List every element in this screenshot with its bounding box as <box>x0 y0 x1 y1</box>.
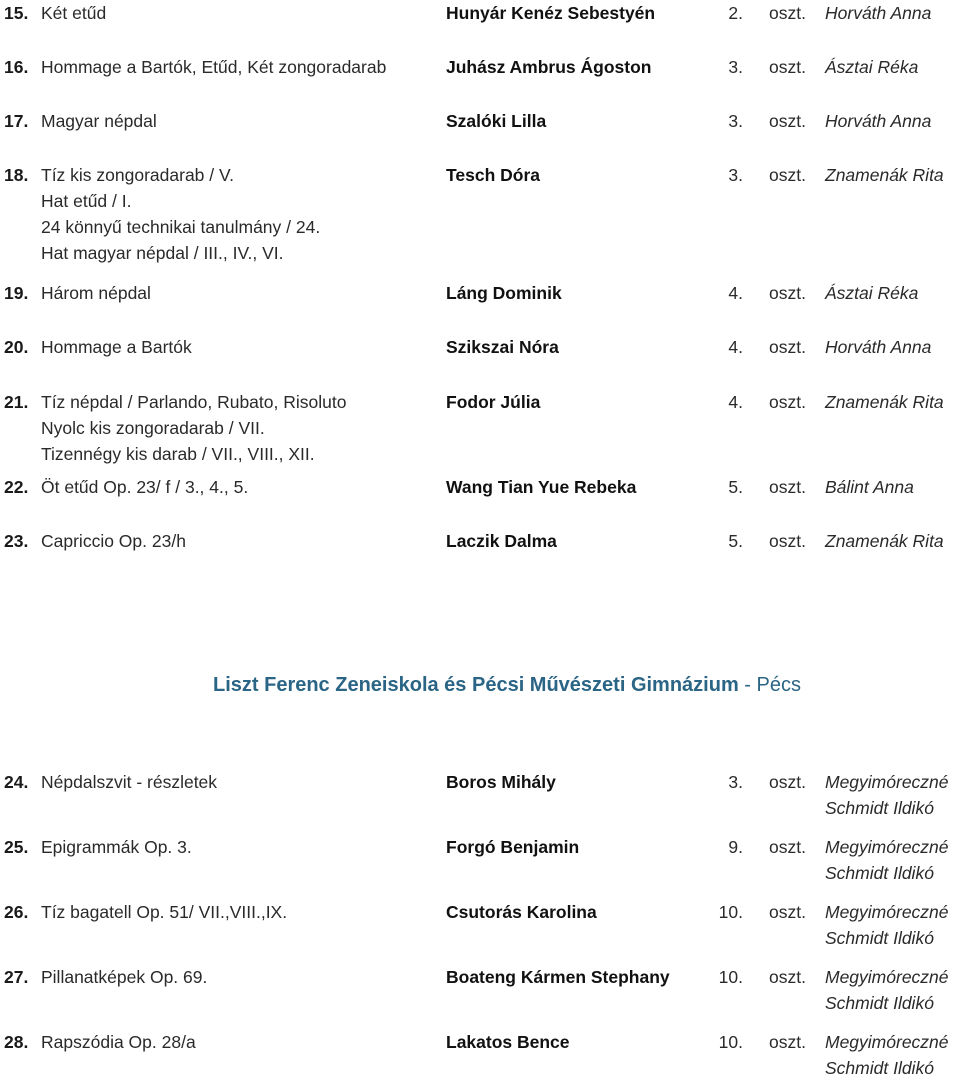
entry-number: 22. <box>4 477 29 497</box>
piece-title <box>41 1029 196 1055</box>
grade-number: 5. <box>728 477 743 497</box>
teacher-name-line: Megyimóreczné <box>825 1032 949 1052</box>
piece-title <box>41 899 287 925</box>
teacher-name-line: Horváth Anna <box>825 3 932 23</box>
piece-title-line: Pillanatképek Op. 69. <box>41 967 208 987</box>
teacher-name-line: Schmidt Ildikó <box>825 993 934 1013</box>
piece-title <box>41 162 320 266</box>
student-name: Lakatos Bence <box>446 1032 570 1052</box>
grade-label: oszt. <box>769 837 806 857</box>
grade-label: oszt. <box>769 337 806 357</box>
student-name: Csutorás Karolina <box>446 902 597 922</box>
teacher-name-line: Ásztai Réka <box>825 283 919 303</box>
teacher-name-line: Ásztai Réka <box>825 57 919 77</box>
entry-number: 26. <box>4 902 29 922</box>
teacher-name-line: Bálint Anna <box>825 477 914 497</box>
entry-number: 24. <box>4 772 29 792</box>
entry-number: 23. <box>4 531 29 551</box>
piece-title-line: Nyolc kis zongoradarab / VII. <box>41 418 265 438</box>
piece-title <box>41 108 157 134</box>
entry-number: 17. <box>4 111 29 131</box>
piece-title-line: 24 könnyű technikai tanulmány / 24. <box>41 217 321 237</box>
grade-label: oszt. <box>769 3 806 23</box>
student-name: Láng Dominik <box>446 283 562 303</box>
teacher-name-line: Schmidt Ildikó <box>825 928 934 948</box>
teacher-name <box>825 964 949 1016</box>
piece-title <box>41 528 186 554</box>
piece-title <box>41 0 106 26</box>
grade-number: 4. <box>728 337 743 357</box>
grade-label: oszt. <box>769 57 806 77</box>
entry-number: 18. <box>4 165 29 185</box>
grade-number: 3. <box>728 772 743 792</box>
teacher-name <box>825 334 931 360</box>
piece-title-line: Hommage a Bartók, Etűd, Két zongoradarab <box>41 57 387 77</box>
grade-label: oszt. <box>769 772 806 792</box>
teacher-name <box>825 1029 949 1081</box>
teacher-name-line: Megyimóreczné <box>825 772 949 792</box>
piece-title-line: Népdalszvit - részletek <box>41 772 218 792</box>
student-name: Boros Mihály <box>446 772 556 792</box>
grade-label: oszt. <box>769 111 806 131</box>
piece-title <box>41 54 386 80</box>
student-name: Fodor Júlia <box>446 392 541 412</box>
grade-number: 9. <box>728 837 743 857</box>
teacher-name-line: Megyimóreczné <box>825 967 949 987</box>
piece-title-line: Tíz bagatell Op. 51/ VII.,VIII.,IX. <box>41 902 288 922</box>
piece-title <box>41 964 207 990</box>
grade-number: 3. <box>728 57 743 77</box>
teacher-name <box>825 899 949 951</box>
grade-label: oszt. <box>769 283 806 303</box>
piece-title <box>41 280 151 306</box>
school-name: Liszt Ferenc Zeneiskola és Pécsi Művészeti Gimnázium <box>212 674 739 696</box>
piece-title-line: Epigrammák Op. 3. <box>41 837 192 857</box>
teacher-name <box>825 389 944 415</box>
teacher-name <box>825 834 949 886</box>
grade-number: 3. <box>728 165 743 185</box>
grade-number: 4. <box>728 283 743 303</box>
piece-title-line: Tíz kis zongoradarab / V. <box>41 165 234 185</box>
grade-number: 4. <box>728 392 743 412</box>
grade-number: 3. <box>728 111 743 131</box>
grade-number: 10. <box>718 1032 743 1052</box>
piece-title-line: Hat etűd / I. <box>41 191 132 211</box>
piece-title-line: Öt etűd Op. 23/ f / 3., 4., 5. <box>41 477 249 497</box>
teacher-name <box>825 162 944 188</box>
student-name: Boateng Kármen Stephany <box>446 967 670 987</box>
teacher-name-line: Schmidt Ildikó <box>825 863 934 883</box>
piece-title-line: Három népdal <box>41 283 151 303</box>
teacher-name <box>825 474 914 500</box>
entry-number: 19. <box>4 283 29 303</box>
entry-number: 28. <box>4 1032 29 1052</box>
piece-title <box>41 334 192 360</box>
student-name: Szalóki Lilla <box>446 111 547 131</box>
piece-title-line: Rapszódia Op. 28/a <box>41 1032 196 1052</box>
grade-number: 10. <box>718 902 743 922</box>
piece-title <box>41 474 248 500</box>
teacher-name <box>825 108 931 134</box>
teacher-name <box>825 54 918 80</box>
teacher-name-line: Horváth Anna <box>825 111 932 131</box>
grade-label: oszt. <box>769 392 806 412</box>
piece-title-line: Capriccio Op. 23/h <box>41 531 186 551</box>
teacher-name-line: Schmidt Ildikó <box>825 798 934 818</box>
grade-number: 10. <box>718 967 743 987</box>
grade-number: 5. <box>728 531 743 551</box>
entry-number: 21. <box>4 392 29 412</box>
piece-title-line: Hommage a Bartók <box>41 337 192 357</box>
teacher-name <box>825 0 931 26</box>
teacher-name <box>825 528 944 554</box>
entry-number: 15. <box>4 3 29 23</box>
student-name: Forgó Benjamin <box>446 837 580 857</box>
entry-number: 16. <box>4 57 29 77</box>
piece-title-line: Tizennégy kis darab / VII., VIII., XII. <box>41 444 315 464</box>
teacher-name-line: Schmidt Ildikó <box>825 1058 934 1078</box>
student-name: Szikszai Nóra <box>446 337 559 357</box>
piece-title-line: Magyar népdal <box>41 111 157 131</box>
student-name: Wang Tian Yue Rebeka <box>446 477 637 497</box>
teacher-name <box>825 769 949 821</box>
grade-label: oszt. <box>769 902 806 922</box>
teacher-name-line: Megyimóreczné <box>825 837 949 857</box>
teacher-name-line: Znamenák Rita <box>825 165 944 185</box>
entry-number: 20. <box>4 337 29 357</box>
student-name: Laczik Dalma <box>446 531 557 551</box>
piece-title <box>41 389 346 467</box>
teacher-name-line: Megyimóreczné <box>825 902 949 922</box>
student-name: Tesch Dóra <box>446 165 541 185</box>
teacher-name-line: Znamenák Rita <box>825 531 944 551</box>
student-name: Juhász Ambrus Ágoston <box>446 57 652 77</box>
piece-title <box>41 834 192 860</box>
grade-label: oszt. <box>769 165 806 185</box>
grade-label: oszt. <box>769 967 806 987</box>
teacher-name <box>825 280 918 306</box>
school-heading <box>0 671 960 699</box>
piece-title-line: Két etűd <box>41 3 107 23</box>
grade-label: oszt. <box>769 477 806 497</box>
piece-title <box>41 769 217 795</box>
entry-number: 27. <box>4 967 29 987</box>
piece-title-line: Tíz népdal / Parlando, Rubato, Risoluto <box>41 392 347 412</box>
piece-title-line: Hat magyar népdal / III., IV., VI. <box>41 243 284 263</box>
grade-label: oszt. <box>769 531 806 551</box>
teacher-name-line: Horváth Anna <box>825 337 932 357</box>
student-name: Hunyár Kenéz Sebestyén <box>446 3 656 23</box>
grade-label: oszt. <box>769 1032 806 1052</box>
school-city: - Pécs <box>738 674 801 696</box>
entry-number: 25. <box>4 837 29 857</box>
teacher-name-line: Znamenák Rita <box>825 392 944 412</box>
grade-number: 2. <box>728 3 743 23</box>
